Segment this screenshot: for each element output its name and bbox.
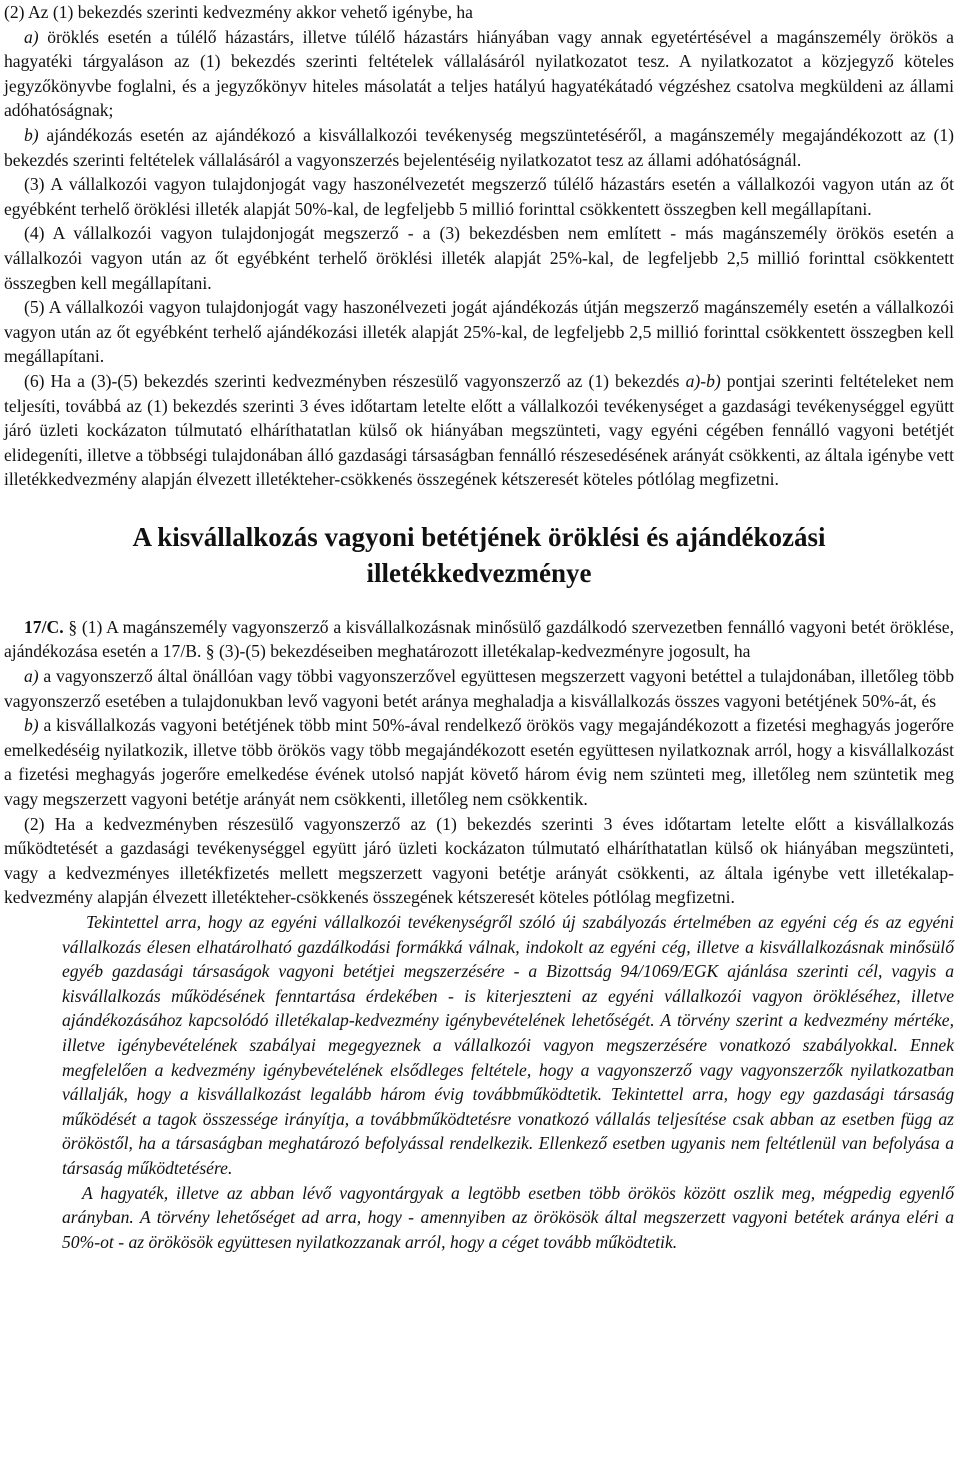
paragraph-5: (5) A vállalkozói vagyon tulajdonjogát vagy haszonélvezeti jogát ajándékozás útján megszerző magánszemély esetén a vállalkozói vagyon után az őt egyébként terhelő ajándékozási illeték alapját 25%-kal, de legfeljebb 2,5 millió forinttal csökkentett összegben kell megállapítani.: [4, 297, 954, 367]
article-17c-point-b: [4, 713, 954, 811]
article-number: 17/C.: [24, 616, 64, 637]
explanatory-note-1: Tekintettel arra, hogy az egyéni vállalkozói tevékenységről szóló új szabályozás értelmében az egyéni cég és az egyéni vállalkozás élesen elhatárolható gazdálkodási formákká válnak, indokolt az egyéni cég, illetve a kisvállalkozásnak minősülő egyéb gazdasági társaságok vagyoni betétjei megszerzésére - a Bizottság 94/1069/EGK ajánlása szerinti cél, vagyis a kisvállalkozás működésének fenntartása érdekében - is kiterjeszteni az egyéni vállalkozói vagyon örökléséhez, illetve ajándékozásához kapcsolódó illetékalap-kedvezmény igénybevételének lehetőségét. A törvény szerint a kedvezmény mértéke, illetve igénybevételének szabályai megegyeznek a vállalkozói vagyon megszerzésére vonatkozó szabályokkal. Ennek megfelelően a kedvezmény igénybevételének elsődleges feltétele, hogy a vagyonszerző vagy vagyonszerzők nyilatkozatban vállalják, hogy a kisvállalkozást legalább három évig továbbműködtetik. Tekintettel arra, hogy egy gazdasági társaság működését a tagok összessége irányítja, a továbbműködtetésre vonatkozó vállalás teljesítése csak abban az esetben függ az örököstől, ha a társaságban meghatározó befolyással rendelkezik. Ellenkező esetben ugyanis nem feltétlenül van befolyása a társaság működtetésére.: [62, 912, 954, 1178]
article-point-b-text: a kisvállalkozás vagyoni betétjének több mint 50%-ával rendelkező örökös vagy megajándékozott a fizetési meghagyás jogerőre emelkedéséig nyilatkozik, illetve több örökös vagy több megajándékozott esetén együttesen nyilatkoznak arról, hogy a kisvállalkozást a fizetési meghagyás jogerőre emelkedése évének utolsó napját követő három évig nem szünteti meg, illetőleg nem szüntetik meg vagy megszerzett vagyoni betétje arányát nem csökkenti, illetőleg nem csökkentik.: [4, 715, 954, 810]
article-point-a-text: a vagyonszerző által önállóan vagy többi vagyonszerzővel együttesen megszerzett vagyoni betéttel a tulajdonában, illetőleg több vagyonszerző esetében a tulajdonukban levő vagyoni betét aránya meghaladja a kisvállalkozás összes vagyoni betétjének 50%-át, és: [4, 666, 954, 711]
article-17c-text: § (1) A magánszemély vagyonszerző a kisvállalkozásnak minősülő gazdálkodó szervezetben fennálló vagyoni betét öröklése, ajándékozása esetén a 17/B. § (3)-(5) bekezdéseiben meghatározott illetékalap-kedvezményre jogosult, ha: [4, 616, 954, 662]
paragraph-2-point-b: [4, 123, 954, 172]
paragraph-6: [4, 369, 954, 492]
article-point-label-a: a): [24, 666, 39, 687]
point-b-text: ajándékozás esetén az ajándékozó a kisvállalkozói tevékenység megszüntetéséről, a magánszemély megajándékozott az (1) bekezdés szerinti feltételek vállalásáról a vagyonszerzés bejelentéséig nyilatkozatot tesz az állami adóhatóságnál.: [4, 124, 954, 170]
article-17c-point-a: [4, 664, 954, 713]
paragraph-6-ref: a)-b): [685, 370, 721, 391]
paragraph-6-text-a: (6) Ha a (3)-(5) bekezdés szerinti kedvezményben részesülő vagyonszerző az (1) bekezdés: [24, 370, 686, 391]
paragraph-2-point-a: [4, 25, 954, 123]
point-label-a: a): [24, 26, 39, 47]
article-17c-paragraph-1: [4, 615, 954, 664]
point-a-text: öröklés esetén a túlélő házastárs, illetve túlélő házastárs hiányában vagy annak egyetértésével a magánszemély örökös a hagyatéki tárgyaláson az (1) bekezdés szerinti feltételek vállalásáról nyilatkozatot tesz. A nyilatkozatot a közjegyző köteles jegyzőkönyvbe foglalni, és a jegyzőkönyv hiteles másolatát a teljes hatályú hagyatékátadó végzéshez csatolva megküldeni az állami adóhatóságnak;: [4, 26, 954, 121]
paragraph-3: (3) A vállalkozói vagyon tulajdonjogát vagy haszonélvezetét megszerző túlélő házastárs esetén a vállalkozói vagyon után az őt egyébként terhelő öröklési illeték alapját 50%-kal, de legfeljebb 5 millió forinttal csökkentett összegben kell megállapítani.: [4, 174, 954, 219]
paragraph-6-text-b: pontjai szerinti feltételeket nem teljesíti, továbbá az (1) bekezdés szerinti 3 éves időtartam letelte előtt a vállalkozói tevékenységet a gazdasági tevékenységgel együtt járó üzleti kockázaton túlmutató elháríthatatlan külső ok hiányában megszünteti, vagy egyéni cégében fennálló vagyoni betétjét elidegeníti, illetve a többségi tulajdonában álló gazdasági társaságban fennálló részesedésének arányát csökkenti, az általa igénybe vett illetékkedvezmény alapján élvezett illetékteher-csökkenés összegének kétszeresét köteles pótlólag megfizetni.: [4, 370, 954, 490]
paragraph-2-intro: (2) Az (1) bekezdés szerinti kedvezmény akkor vehető igénybe, ha: [4, 2, 473, 22]
explanatory-note-2: A hagyaték, illetve az abban lévő vagyontárgyak a legtöbb esetben több örökös között oszlik meg, mégpedig egyenlő arányban. A törvény lehetőséget ad arra, hogy - amennyiben az örökösök által megszerzett vagyoni betétek aránya eléri a 50%-ot - az örökösök együttesen nyilatkozzanak arról, hogy a céget tovább működtetik.: [62, 1182, 954, 1252]
point-label-b: b): [24, 124, 39, 145]
article-point-label-b: b): [24, 715, 39, 736]
paragraph-4: (4) A vállalkozói vagyon tulajdonjogát megszerző - a (3) bekezdésben nem említett - más magánszemély örökös esetén a vállalkozói vagyon után az őt egyébként terhelő öröklési illeték alapját 25%-kal, de legfeljebb 2,5 millió forinttal csökkentett összegben kell megállapítani.: [4, 223, 954, 293]
section-heading: A kisvállalkozás vagyoni betétjének öröklési és ajándékozási illetékkedvezménye: [132, 521, 826, 588]
article-17c-paragraph-2: (2) Ha a kedvezményben részesülő vagyonszerző az (1) bekezdés szerinti 3 éves időtartam letelte előtt a kisvállalkozás működtetését a gazdasági tevékenységgel együtt járó üzleti kockázaton túlmutató elháríthatatlan külső ok hiányában megszünteti, vagy a kedvezményes illetékfizetés mellett megszerzett vagyoni betétje arányát csökkenti, az általa igénybe vett illetékalap-kedvezmény alapján élvezett illetékteher-csökkenés összegének kétszeresét köteles pótlólag megfizetni.: [4, 813, 954, 908]
